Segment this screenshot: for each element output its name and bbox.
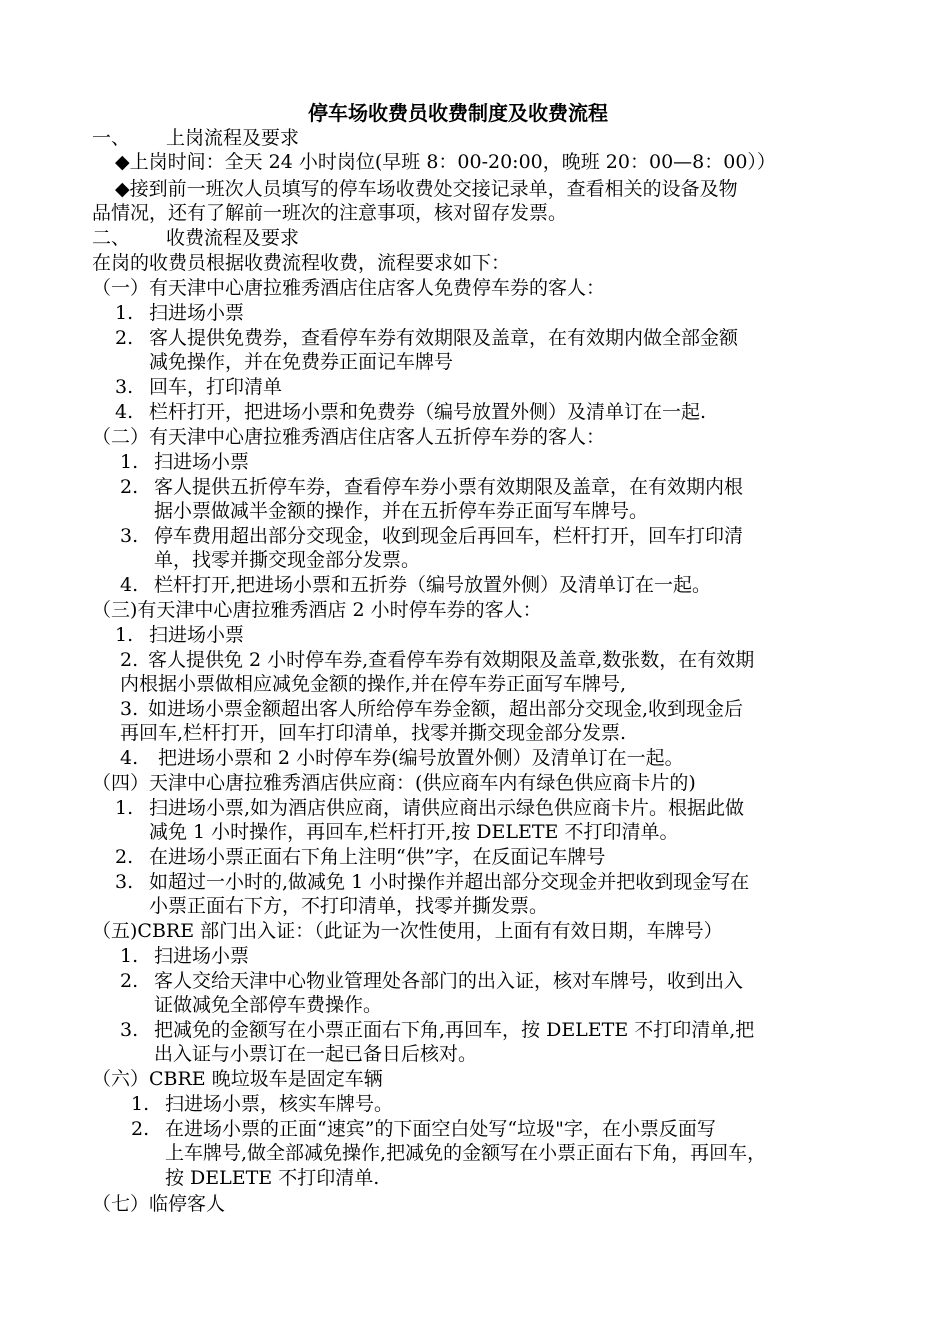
list-item-continuation: 按 DELETE 不打印清单. — [165, 1167, 380, 1189]
list-item-continuation: 单，找零并撕交现金部分发票。 — [154, 549, 421, 571]
list-item: 1. 扫进场小票 — [120, 451, 250, 473]
section-2-intro: 在岗的收费员根据收费流程收费，流程要求如下： — [92, 252, 511, 274]
list-item: 1. 扫进场小票 — [115, 624, 245, 646]
list-item: 2. 客人提供免 2 小时停车券,查看停车券有效期限及盖章,数张数，在有效期 — [120, 649, 755, 671]
list-item-continuation: 减免操作，并在免费券正面记车牌号 — [149, 351, 454, 373]
section-2-heading — [92, 226, 299, 250]
list-item: 3. 如超过一小时的,做减免 1 小时操作并超出部分交现金并把收到现金写在 — [115, 871, 750, 893]
group-2-heading: （二）有天津中心唐拉雅秀酒店住店客人五折停车券的客人： — [92, 426, 606, 448]
list-item-continuation: 出入证与小票订在一起已备日后核对。 — [154, 1043, 478, 1065]
group-7-heading: （七）临停客人 — [92, 1193, 226, 1215]
list-item: 4. 栏杆打开,把进场小票和五折券（编号放置外侧）及清单订在一起。 — [120, 574, 712, 596]
list-item-continuation: 据小票做减半金额的操作，并在五折停车券正面写车牌号。 — [154, 500, 649, 522]
list-item-continuation: 内根据小票做相应减免金额的操作,并在停车券正面写车牌号, — [120, 673, 627, 695]
section-2-number: 二、 — [92, 227, 131, 249]
list-item: 3. 回车，打印清单 — [115, 376, 283, 398]
list-item-continuation: 再回车,栏杆打开，回车打印清单，找零并撕交现金部分发票. — [120, 722, 627, 744]
list-item: 4. 把进场小票和 2 小时停车券(编号放置外侧）及清单订在一起。 — [120, 747, 684, 769]
group-6-heading: （六）CBRE 晚垃圾车是固定车辆 — [92, 1068, 383, 1090]
section-1-title: 上岗流程及要求 — [166, 127, 300, 149]
list-item: 1. 扫进场小票 — [120, 945, 250, 967]
list-item: 1. 扫进场小票,如为酒店供应商，请供应商出示绿色供应商卡片。根据此做 — [115, 797, 745, 819]
group-5-heading: （五)CBRE 部门出入证：（此证为一次性使用，上面有有效日期，车牌号） — [92, 920, 723, 942]
list-item: 2. 客人提供五折停车券，查看停车券小票有效期限及盖章，在有效期内根 — [120, 476, 744, 498]
bullet-handover-line2: 品情况，还有了解前一班次的注意事项，核对留存发票。 — [92, 202, 568, 224]
group-3-heading: （三)有天津中心唐拉雅秀酒店 2 小时停车券的客人： — [92, 599, 542, 621]
section-1-number: 一、 — [92, 127, 131, 149]
list-item: 2. 在进场小票的正面“速宾”的下面空白处写“垃圾"字，在小票反面写 — [131, 1118, 716, 1140]
list-item-continuation: 证做减免全部停车费操作。 — [154, 994, 383, 1016]
list-item: 2. 客人交给天津中心物业管理处各部门的出入证，核对车牌号，收到出入 — [120, 970, 744, 992]
list-item-continuation: 上车牌号,做全部减免操作,把减免的金额写在小票正面右下角，再回车， — [165, 1142, 767, 1164]
list-item: 1. 扫进场小票 — [115, 302, 245, 324]
group-4-heading: （四）天津中心唐拉雅秀酒店供应商：(供应商车内有绿色供应商卡片的) — [92, 772, 696, 794]
section-1-heading — [92, 126, 299, 150]
list-item: 1. 扫进场小票，核实车牌号。 — [131, 1093, 394, 1115]
group-1-heading: （一）有天津中心唐拉雅秀酒店住店客人免费停车券的客人： — [92, 277, 606, 299]
list-item-continuation: 小票正面右下方，不打印清单，找零并撕发票。 — [149, 895, 549, 917]
section-2-title: 收费流程及要求 — [166, 227, 300, 249]
list-item: 4. 栏杆打开，把进场小票和免费券（编号放置外侧）及清单订在一起. — [115, 401, 707, 423]
list-item: 3. 停车费用超出部分交现金，收到现金后再回车，栏杆打开，回车打印清 — [120, 525, 744, 547]
list-item: 3. 如进场小票金额超出客人所给停车券金额，超出部分交现金,收到现金后 — [120, 698, 744, 720]
list-item-continuation: 减免 1 小时操作，再回车,栏杆打开,按 DELETE 不打印清单。 — [149, 821, 679, 843]
document-title: 停车场收费员收费制度及收费流程 — [308, 101, 608, 125]
list-item: 2. 在进场小票正面右下角上注明“供”字，在反面记车牌号 — [115, 846, 606, 868]
bullet-handover-line1: ◆接到前一班次人员填写的停车场收费处交接记录单，查看相关的设备及物 — [115, 178, 738, 200]
list-item: 3. 把减免的金额写在小票正面右下角,再回车，按 DELETE 不打印清单,把 — [120, 1019, 755, 1041]
bullet-shift-time: ◆上岗时间：全天 24 小时岗位(早班 8：00-20:00，晚班 20：00—8：00）） — [115, 151, 776, 173]
list-item: 2. 客人提供免费券，查看停车券有效期限及盖章，在有效期内做全部金额 — [115, 327, 739, 349]
